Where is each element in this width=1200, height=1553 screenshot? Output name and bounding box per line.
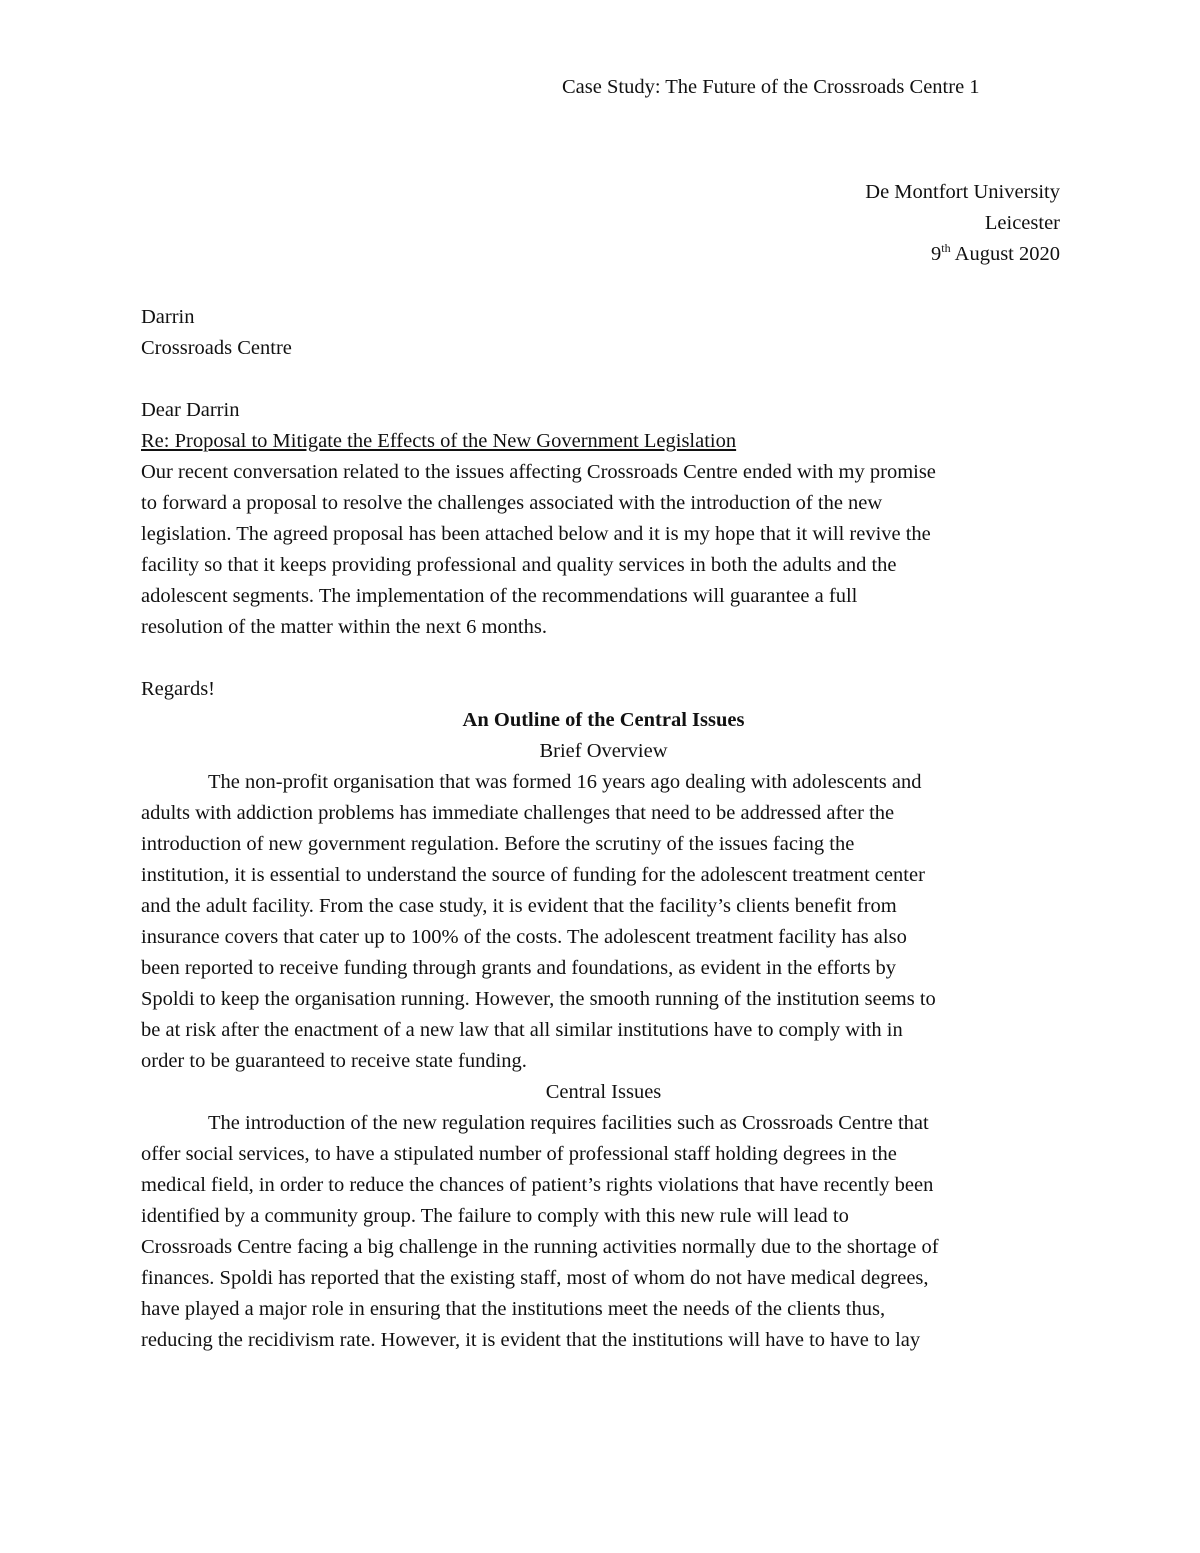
central-issues-line: The introduction of the new regulation requires facilities such as Crossroads Centre that <box>208 1112 929 1134</box>
central-issues-line: finances. Spoldi has reported that the existing staff, most of whom do not have medical degrees, <box>141 1267 929 1289</box>
spacer <box>141 364 1066 395</box>
overview-line: be at risk after the enactment of a new law that all similar institutions have to comply with in <box>141 1019 903 1041</box>
overview-paragraph <box>141 767 1066 1077</box>
letter-line: to forward a proposal to resolve the challenges associated with the introduction of the new <box>141 492 883 514</box>
recipient-name: Darrin <box>141 306 195 328</box>
overview-line: The non-profit organisation that was formed 16 years ago dealing with adolescents and <box>208 771 922 793</box>
overview-line: Spoldi to keep the organisation running. However, the smooth running of the institution seems to <box>141 988 936 1010</box>
spacer <box>141 643 1066 674</box>
overview-line: institution, it is essential to understand the source of funding for the adolescent treatment center <box>141 864 925 886</box>
date-day: 9 <box>931 243 942 265</box>
central-issues-line: have played a major role in ensuring that the institutions meet the needs of the clients thus, <box>141 1298 886 1320</box>
date-suffix: th <box>941 241 951 256</box>
central-issues-line: identified by a community group. The failure to comply with this new rule will lead to <box>141 1205 849 1227</box>
central-issues-line: reducing the recidivism rate. However, it is evident that the institutions will have to have to lay <box>141 1329 921 1351</box>
central-issues-line: offer social services, to have a stipulated number of professional staff holding degrees in the <box>141 1143 897 1165</box>
document-body <box>141 302 1066 1356</box>
salutation: Dear Darrin <box>141 399 240 421</box>
letter-line: adolescent segments. The implementation of the recommendations will guarantee a full <box>141 585 858 607</box>
subject-line: Re: Proposal to Mitigate the Effects of the New Government Legislation <box>141 430 737 452</box>
central-issues-line: Crossroads Centre facing a big challenge in the running activities normally due to the shortage of <box>141 1236 939 1258</box>
letter-line: Our recent conversation related to the issues affecting Crossroads Centre ended with my promise <box>141 461 936 483</box>
letter-line: resolution of the matter within the next 6 months. <box>141 616 547 638</box>
section-heading-central-issues: Central Issues <box>545 1081 662 1103</box>
central-issues-paragraph <box>141 1108 1066 1356</box>
outline-title: An Outline of the Central Issues <box>462 709 745 731</box>
overview-line: been reported to receive funding through grants and foundations, as evident in the efforts by <box>141 957 897 979</box>
section-heading-overview: Brief Overview <box>539 740 668 762</box>
recipient-organisation: Crossroads Centre <box>141 337 292 359</box>
closing: Regards! <box>141 678 216 700</box>
letter-date <box>865 239 1060 270</box>
sender-city: Leicester <box>984 212 1060 234</box>
date-month-year: August 2020 <box>950 243 1060 265</box>
letter-line: facility so that it keeps providing professional and quality services in both the adults and the <box>141 554 897 576</box>
overview-line: order to be guaranteed to receive state funding. <box>141 1050 527 1072</box>
overview-line: insurance covers that cater up to 100% of the costs. The adolescent treatment facility has also <box>141 926 907 948</box>
overview-line: introduction of new government regulation. Before the scrutiny of the issues facing the <box>141 833 855 855</box>
overview-line: and the adult facility. From the case study, it is evident that the facility’s clients benefit from <box>141 895 897 917</box>
running-header: Case Study: The Future of the Crossroads Centre 1 <box>562 76 980 98</box>
sender-address <box>865 177 1060 270</box>
sender-institution: De Montfort University <box>865 181 1060 203</box>
overview-line: adults with addiction problems has immediate challenges that need to be addressed after the <box>141 802 895 824</box>
letter-paragraph <box>141 457 1066 643</box>
central-issues-line: medical field, in order to reduce the chances of patient’s rights violations that have recently been <box>141 1174 934 1196</box>
letter-line: legislation. The agreed proposal has been attached below and it is my hope that it will revive the <box>141 523 931 545</box>
